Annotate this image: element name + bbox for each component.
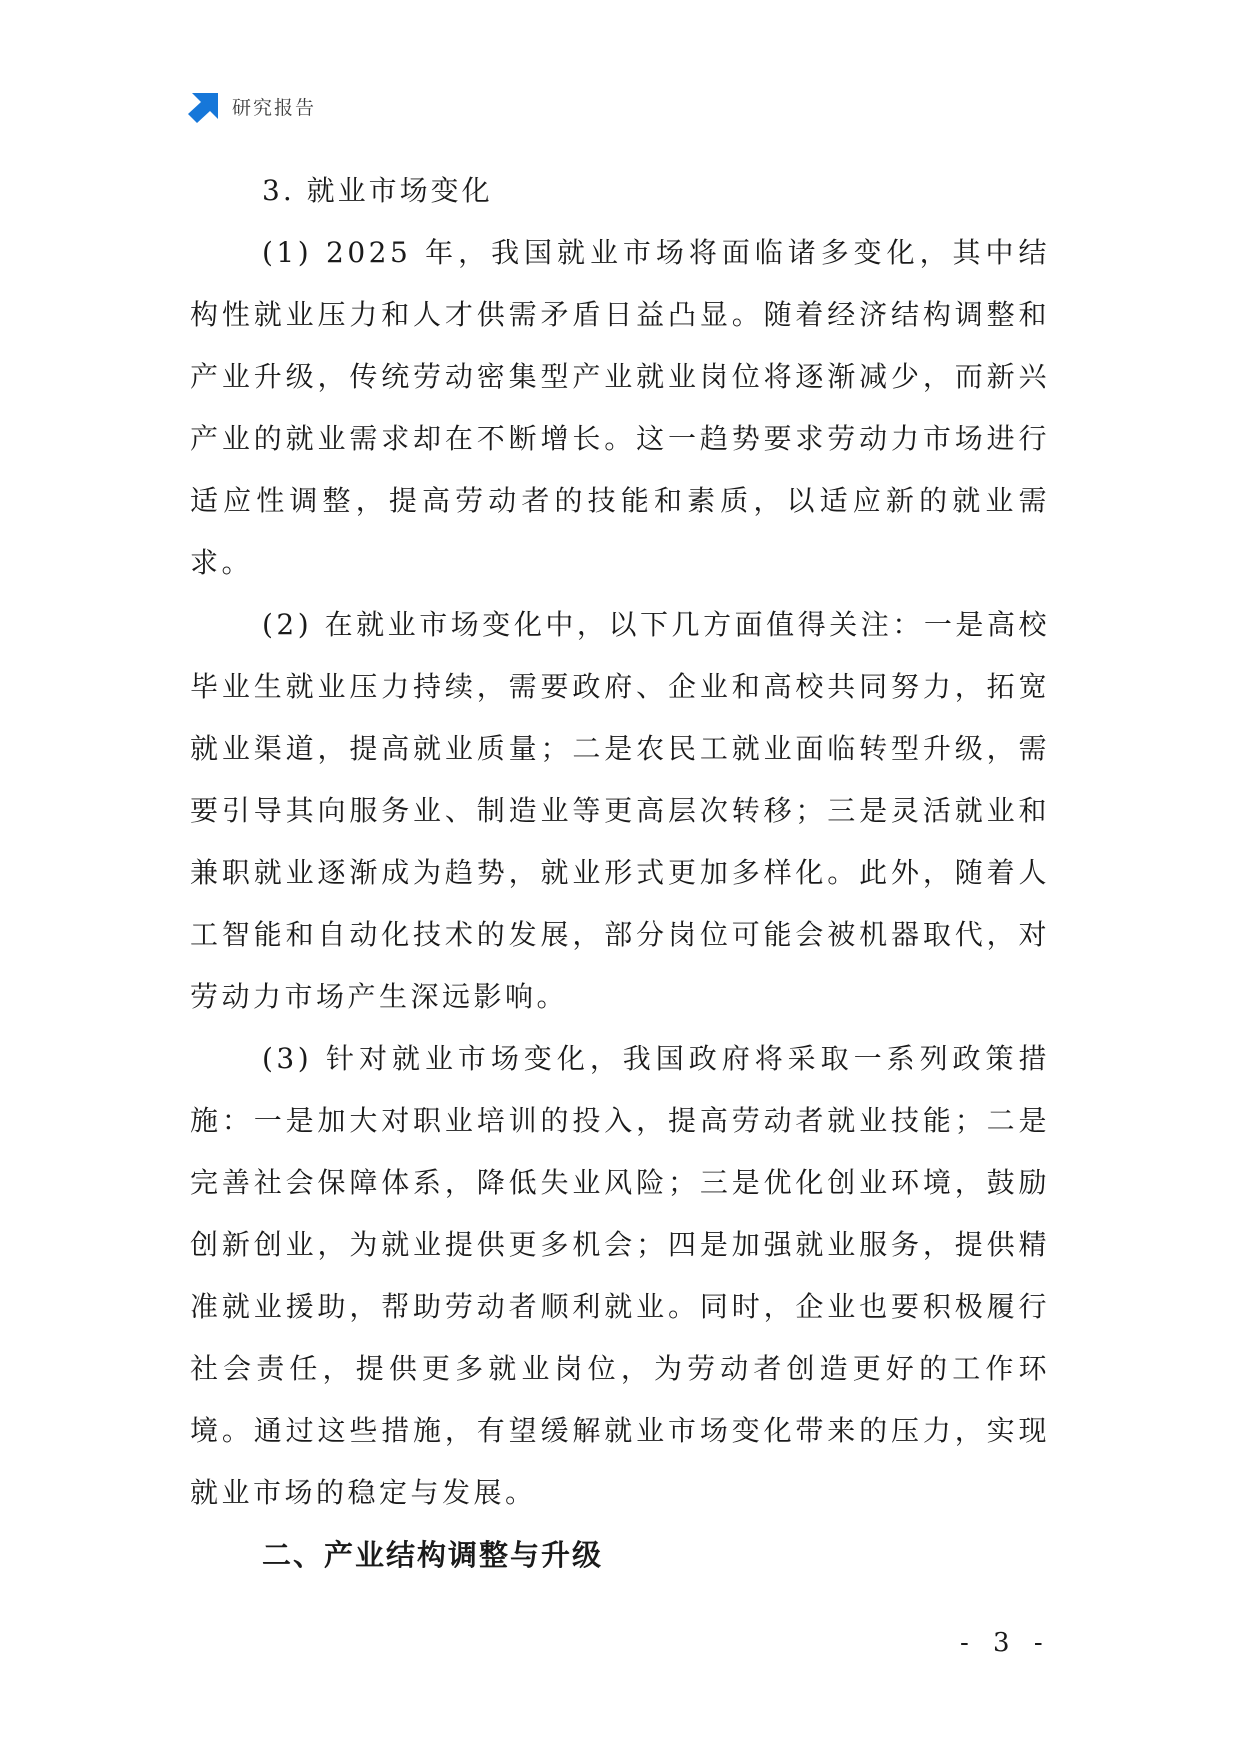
section-title: 二、产业结构调整与升级 (262, 1538, 604, 1572)
page-number: - 3 - (960, 1628, 1051, 1658)
paragraph-1: (1) 2025 年，我国就业市场将面临诸多变化，其中结构性就业压力和人才供需矛盾日益凸显。随着经济结构调整和产业升级，传统劳动密集型产业就业岗位将逐渐减少，而新兴产业的就业需求却在不断增长。这一趋势要求劳动力市场进行适应性调整，提高劳动者的技能和素质，以适应新的就业需求。 (190, 236, 1050, 579)
report-label: 研究报告 (232, 96, 317, 119)
subsection-title: 3. 就业市场变化 (262, 174, 493, 207)
page-header (188, 88, 316, 124)
paragraph-2: (2) 在就业市场变化中，以下几方面值得关注：一是高校毕业生就业压力持续，需要政府、企业和高校共同努力，拓宽就业渠道，提高就业质量；二是农民工就业面临转型升级，需要引导其向服务业、制造业等更高层次转移；三是灵活就业和兼职就业逐渐成为趋势，就业形式更加多样化。此外，随着人工智能和自动化技术的发展，部分岗位可能会被机器取代，对劳动力市场产生深远影响。 (190, 608, 1050, 1013)
arrow-up-right-icon (188, 89, 222, 123)
document-body (190, 160, 1050, 1586)
paragraph-3: (3) 针对就业市场变化，我国政府将采取一系列政策措施：一是加大对职业培训的投入，提高劳动者就业技能；二是完善社会保障体系，降低失业风险；三是优化创业环境，鼓励创新创业，为就业提供更多机会；四是加强就业服务，提供精准就业援助，帮助劳动者顺利就业。同时，企业也要积极履行社会责任，提供更多就业岗位，为劳动者创造更好的工作环境。通过这些措施，有望缓解就业市场变化带来的压力，实现就业市场的稳定与发展。 (190, 1042, 1050, 1509)
